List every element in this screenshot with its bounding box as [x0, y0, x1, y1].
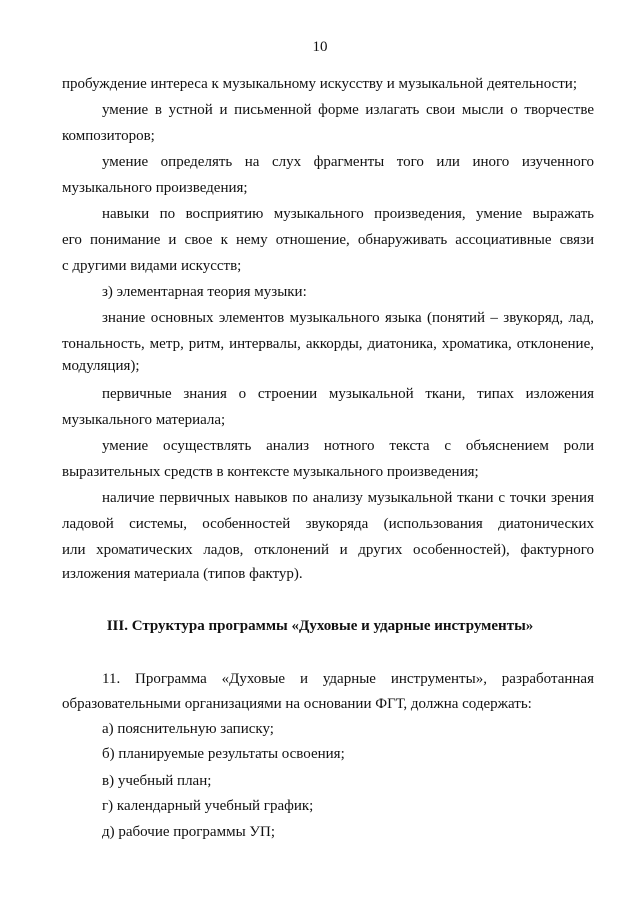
text-line: навыки по восприятию музыкального произведения, умение выражать — [102, 206, 594, 222]
text-line: композиторов; — [62, 128, 155, 144]
text-line: первичные знания о строении музыкальной ткани, типах изложения — [102, 386, 594, 402]
list-item: б) планируемые результаты освоения; — [102, 746, 345, 762]
text-line: выразительных средств в контексте музыкального произведения; — [62, 464, 479, 480]
text-line: умение в устной и письменной форме излагать свои мысли о творчестве — [102, 102, 594, 118]
text-line: музыкального произведения; — [62, 180, 248, 196]
text-line: модуляция); — [62, 358, 140, 374]
text-line: его понимание и свое к нему отношение, обнаруживать ассоциативные связи — [62, 232, 594, 248]
text-line: знание основных элементов музыкального языка (понятий – звукоряд, лад, — [102, 310, 594, 326]
list-item: г) календарный учебный график; — [102, 798, 314, 814]
text-line: ладовой системы, особенностей звукоряда (использования диатонических — [62, 516, 594, 532]
text-line: 11. Программа «Духовые и ударные инструменты», разработанная — [102, 671, 594, 687]
text-line: с другими видами искусств; — [62, 258, 242, 274]
text-line: з) элементарная теория музыки: — [102, 284, 307, 300]
text-line: тональность, метр, ритм, интервалы, аккорды, диатоника, хроматика, отклонение, — [62, 336, 594, 352]
text-line: или хроматических ладов, отклонений и других особенностей), фактурного — [62, 542, 594, 558]
text-line: изложения материала (типов фактур). — [62, 566, 303, 582]
section-heading: III. Структура программы «Духовые и ударные инструменты» — [106, 618, 534, 634]
list-item: д) рабочие программы УП; — [102, 824, 276, 840]
text-line: умение определять на слух фрагменты того или иного изученного — [102, 154, 594, 170]
text-line: музыкального материала; — [62, 412, 226, 428]
text-line: наличие первичных навыков по анализу музыкальной ткани с точки зрения — [102, 490, 594, 506]
page-number: 10 — [312, 39, 328, 55]
text-line: умение осуществлять анализ нотного текста с объяснением роли — [102, 438, 594, 454]
list-item: в) учебный план; — [102, 773, 212, 789]
text-line: пробуждение интереса к музыкальному искусству и музыкальной деятельности; — [62, 76, 577, 92]
text-line: образовательными организациями на основании ФГТ, должна содержать: — [62, 696, 532, 712]
list-item: а) пояснительную записку; — [102, 721, 274, 737]
